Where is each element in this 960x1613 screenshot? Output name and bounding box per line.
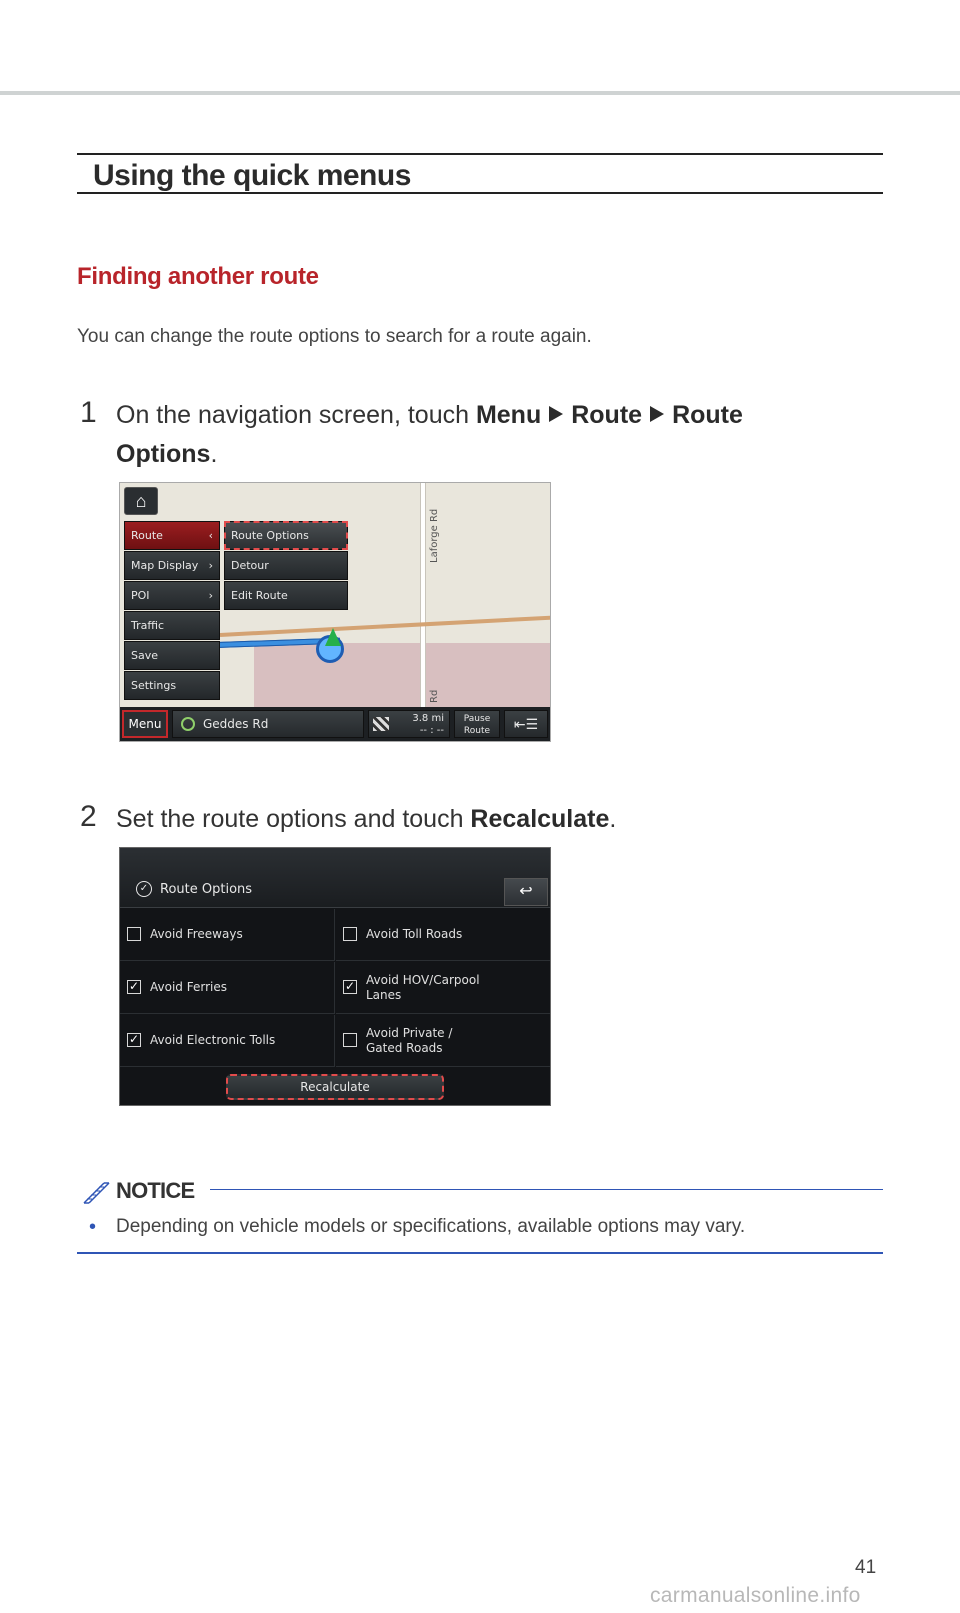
- step-2-action: Recalculate: [470, 805, 610, 833]
- checkbox-checked-icon: ✓: [128, 979, 140, 993]
- submenu-detour[interactable]: Detour: [224, 551, 348, 580]
- eta: -- : --: [419, 725, 444, 736]
- submenu-route-options[interactable]: Route Options: [224, 521, 348, 550]
- route-submenu: [224, 521, 348, 611]
- step-1-text: [116, 396, 856, 474]
- checkbox-unchecked-icon: [343, 1033, 357, 1047]
- notice-bullet: •: [89, 1216, 97, 1238]
- home-button[interactable]: [124, 487, 158, 515]
- chevron-right-icon: ›: [208, 559, 213, 572]
- map-road-horizontal: [220, 615, 551, 637]
- map-road-label: Rd: [429, 689, 440, 703]
- pause-route-label-1: Pause: [463, 714, 491, 724]
- notice-text: Depending on vehicle models or specifications, available options may vary.: [116, 1216, 746, 1237]
- menu-item-label: Save: [131, 649, 159, 662]
- option-label: Avoid Toll Roads: [366, 927, 463, 941]
- route-options-title: Route Options: [160, 882, 253, 897]
- menu-button[interactable]: Menu: [122, 710, 168, 738]
- option-label: Avoid Electronic Tolls: [150, 1033, 276, 1047]
- section-title: Using the quick menus: [93, 159, 411, 192]
- menu-item-traffic[interactable]: [124, 611, 220, 640]
- option-label: Avoid Ferries: [150, 980, 227, 994]
- notice-bottom-rule: [77, 1252, 883, 1254]
- step-2-suffix: .: [609, 805, 617, 833]
- menu-item-label: Traffic: [131, 619, 165, 632]
- menu-item-label: Settings: [131, 679, 177, 692]
- sub-heading: Finding another route: [77, 263, 319, 290]
- step-1-suffix: .: [210, 440, 218, 468]
- step-1-prefix: On the navigation screen, touch: [116, 401, 476, 429]
- menu-item-save[interactable]: [124, 641, 220, 670]
- checkbox-checked-icon: ✓: [128, 1032, 140, 1046]
- pencil-icon: [80, 1179, 114, 1205]
- route-options-screenshot: [119, 847, 551, 1106]
- map-road-label: Laforge Rd: [429, 508, 440, 563]
- arrow-right-icon: [549, 406, 563, 422]
- chevron-left-icon: ‹: [208, 529, 213, 542]
- step-1-route-options-1: Route: [672, 401, 743, 429]
- option-label: [366, 973, 546, 1003]
- option-label-line2: Lanes: [366, 988, 402, 1002]
- step-2-number: 2: [80, 800, 97, 833]
- recalculate-button[interactable]: Recalculate: [226, 1074, 444, 1100]
- option-avoid-ferries[interactable]: [120, 962, 335, 1014]
- back-arrow-icon: ↩: [519, 881, 533, 900]
- step-2-text: [116, 800, 856, 839]
- option-avoid-private-gated-roads[interactable]: [336, 1015, 551, 1067]
- menu-item-label: POI: [131, 589, 150, 602]
- option-label-line2: Gated Roads: [366, 1041, 443, 1055]
- navigation-screenshot: [119, 482, 551, 742]
- top-rule: [0, 91, 960, 95]
- option-label: Avoid Freeways: [150, 927, 243, 941]
- back-button[interactable]: [504, 878, 548, 906]
- pause-route-button[interactable]: [454, 710, 500, 738]
- home-icon: ⌂: [135, 491, 147, 511]
- option-label-line1: Avoid HOV/Carpool: [366, 973, 480, 987]
- step-1-menu: Menu: [475, 401, 542, 429]
- distance-remaining: 3.8 mi: [412, 713, 444, 724]
- checkered-flag-icon: [373, 717, 389, 731]
- menu-item-label: Route: [131, 529, 163, 542]
- chevron-right-icon: ›: [208, 589, 213, 602]
- split-screen-button[interactable]: [504, 710, 548, 738]
- route-options-header: [120, 848, 551, 908]
- menu-item-settings[interactable]: [124, 671, 220, 700]
- checkbox-unchecked-icon: [127, 927, 141, 941]
- menu-item-label: Map Display: [131, 559, 199, 572]
- arrow-right-icon: [650, 406, 664, 422]
- current-road-label: Geddes Rd: [203, 717, 269, 731]
- step-2-prefix: Set the route options and touch: [116, 805, 471, 833]
- step-1-number: 1: [80, 396, 97, 429]
- notice-divider: [210, 1189, 883, 1190]
- notice-label: NOTICE: [116, 1178, 195, 1203]
- checkbox-unchecked-icon: [343, 927, 357, 941]
- vehicle-position-icon: [316, 635, 344, 663]
- page-number: 41: [855, 1557, 877, 1578]
- option-avoid-freeways[interactable]: [120, 909, 335, 961]
- current-road-button[interactable]: [172, 710, 364, 738]
- checkbox-checked-icon: ✓: [344, 979, 356, 993]
- section-title-bar: [77, 153, 883, 194]
- menu-item-poi[interactable]: [124, 581, 220, 610]
- submenu-edit-route[interactable]: Edit Route: [224, 581, 348, 610]
- quick-menu: [124, 521, 220, 701]
- intro-text: You can change the route options to search for a route again.: [77, 326, 592, 347]
- option-avoid-electronic-tolls[interactable]: [120, 1015, 335, 1067]
- split-screen-icon: ⇤☰: [513, 716, 539, 732]
- watermark: carmanualsonline.info: [650, 1584, 861, 1607]
- pause-route-label-2: Route: [463, 726, 491, 736]
- step-1-route-options-2: Options: [116, 440, 211, 468]
- option-label: [366, 1026, 546, 1056]
- option-avoid-toll-roads[interactable]: [336, 909, 551, 961]
- step-1-route: Route: [571, 401, 643, 429]
- destination-info-button[interactable]: [368, 710, 450, 738]
- map-road-vertical: [420, 483, 426, 742]
- gps-icon: [181, 717, 195, 731]
- check-circle-icon: ✓: [136, 881, 152, 897]
- menu-item-route[interactable]: [124, 521, 220, 550]
- menu-item-map-display[interactable]: [124, 551, 220, 580]
- navigation-bottom-bar: [120, 707, 551, 741]
- option-avoid-hov-carpool-lanes[interactable]: [336, 962, 551, 1014]
- option-label-line1: Avoid Private /: [366, 1026, 453, 1040]
